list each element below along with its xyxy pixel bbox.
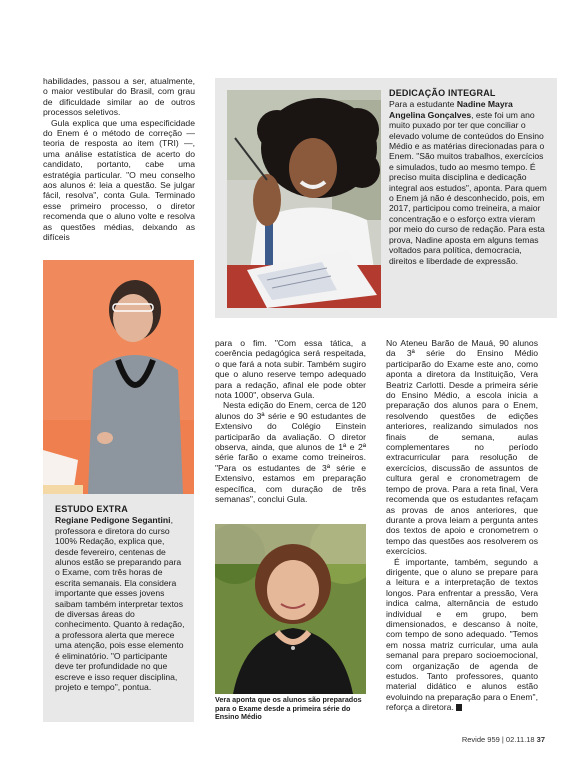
paragraph-text: É importante, também, segundo a dirigente, que o aluno se prepare para a leitura e a interpretação de textos longos. Para enfrentar a pressão, Vera indica calma, alternância de estudo individual e em grupo, bem dimensionados, e descanso à noite, com tempo de sono adequado. "Temos em nossa matriz curricular, uma aula semanal para preparo socioemocional, com organização de agenda de estudos. Tanto professores, quanto material didático e alunos estão evoluindo na preparação para o Enem", reforça a diretora. bbox=[386, 556, 538, 713]
paragraph bbox=[386, 557, 538, 713]
paragraph: habilidades, passou a ser, atualmente, o maior vestibular do Brasil, com grau de dificuldade similar ao de outros processos seletivos. bbox=[43, 76, 195, 118]
nadine-photo bbox=[227, 90, 381, 308]
estudo-extra-title: ESTUDO EXTRA bbox=[55, 504, 128, 514]
paragraph: Gula explica que uma especificidade do Enem é o método de correção — teoria de resposta ao item (TRI) —, uma análise estatística de acerto do candidato, portanto, cabe uma estratégia particular. "O meu conselho aos alunos é: leia a questão. Se julgar fácil, resolva", conta Gula. Terminado esse primeiro processo, o diretor recomenda que o aluno volte e resolva as questões médias, deixando as difíceis bbox=[43, 117, 195, 243]
column2-text bbox=[215, 338, 366, 505]
column1-top-text bbox=[43, 76, 195, 243]
dedicacao-integral-text bbox=[389, 88, 549, 266]
end-mark-icon bbox=[456, 704, 462, 711]
issue-date: 02.11.18 bbox=[505, 735, 535, 744]
estudo-extra-paragraph bbox=[55, 515, 188, 692]
body-text: , professora e diretora do curso 100% Redação, explica que, desde fevereiro, centenas de alunos estão se preparando para o Exame, com três horas de escrita semanais. Ela considera importante que esses jovens saibam também interpretar textos de diversas áreas do conhecimento. Quanto à redação, a professora alerta que merece uma atenção, pois esse elemento é eliminatório. "O participante deve ter profundidade no que escreve e isso requer disciplina, projeto e tempo", pontua. bbox=[55, 515, 185, 692]
paragraph: No Ateneu Barão de Mauá, 90 alunos da 3ª série do Ensino Médio participarão do Exame este ano, como aponta a diretora da Instituição, Vera Beatriz Carlotti. Desde a primeira série do Ensino Médio, a escola inicia a preparação dos alunos para o Enem, resolvendo questões de edições anteriores, realizando simulados nos finais de semana, aulas complementares no período extracurricular para resolução de exercícios, discussão de assuntos de cultura geral e cronometragem de tempo de prova. Para a reta final, Vera recomenda que os estudantes refaçam as provas de anos anteriores, que durante a prova leiam a pergunta antes dos textos de apoio e cronometrem o tempo das questões aos resolverem os exercícios. bbox=[386, 338, 538, 557]
student-name: Nadine Mayra Angelina Gonçalves bbox=[389, 99, 513, 120]
dedicacao-integral-title: DEDICAÇÃO INTEGRAL bbox=[389, 88, 496, 98]
page-footer: Revide 959 | 02.11.18 37 bbox=[461, 735, 545, 744]
teacher-name: Regiane Pedigone Segantini bbox=[55, 515, 171, 526]
teacher-image bbox=[43, 260, 194, 494]
student-image bbox=[227, 90, 381, 308]
photo-caption: Vera aponta que os alunos são preparados para o Exame desde a primeira série do Ensino Médio bbox=[215, 695, 362, 722]
director-image bbox=[215, 524, 366, 694]
regiane-photo bbox=[43, 260, 194, 494]
paragraph: Nesta edição do Enem, cerca de 120 alunos do 3ª série e 90 estudantes de Extensivo do Colégio Einstein participarão da avaliação. O diretor observa, ainda, que alunos de 1ª e 2ª série farão o exame como treineiros. "Para os estudantes de 3ª série e Extensivo, estamos em preparação específica, com duração de três semanas", conclui Gula. bbox=[215, 400, 366, 505]
magazine-issue: Revide 959 bbox=[461, 735, 500, 744]
paragraph: para o fim. "Com essa tática, a coerência pedagógica será respeitada, o que fará a nota subir. Também sugiro que o aluno reserve tempo adequado para a redação, afinal ele pode obter nota 1000", observa Gula. bbox=[215, 338, 366, 401]
dedicacao-integral-paragraph bbox=[389, 99, 549, 266]
body-text: , este foi um ano muito puxado por ter que conciliar o elevado volume de conteúdos do Ensino Médio e as matérias direcionadas para o Enem. "São muitos trabalhos, exercícios e simulados, tudo ao mesmo tempo. É preciso muita disciplina e dedicação integral aos estudos", aponta. Para quem o Enem já não é desconhecido, pois, em 2017, participou como treineira, a maior concentração e o esforço extra vieram por meio do curso de redação. Para esta prova, Nadine aposta em alguns temas voltados para política, democracia, direitos e liberdade de expressão. bbox=[389, 109, 547, 266]
page-number: 37 bbox=[536, 735, 545, 744]
vera-photo bbox=[215, 524, 366, 694]
intro-text: Para a estudante bbox=[389, 99, 457, 110]
estudo-extra-text bbox=[55, 504, 188, 692]
column3-text bbox=[386, 338, 538, 713]
